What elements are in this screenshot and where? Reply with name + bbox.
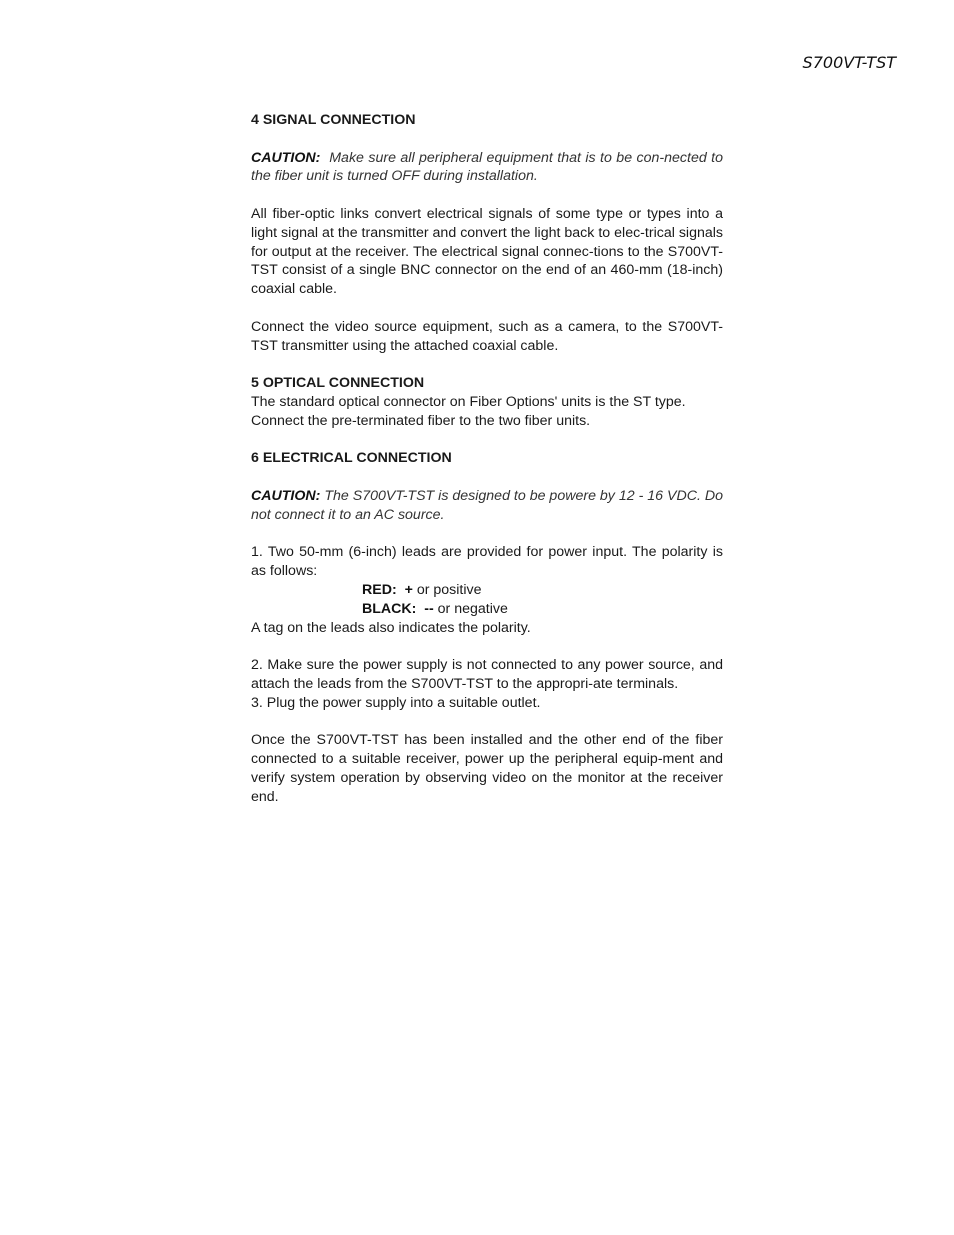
step-3: 3. Plug the power supply into a suitable outlet. <box>251 694 541 711</box>
page-content <box>251 111 723 806</box>
polarity-tag-note: A tag on the leads also indicates the polarity. <box>251 619 531 636</box>
caution-electrical <box>251 487 723 525</box>
polarity-black <box>251 600 723 619</box>
step-1: 1. Two 50-mm (6-inch) leads are provided for power input. The polarity is as follows: <box>251 544 723 580</box>
polarity-red-text: or positive <box>416 581 482 598</box>
section-title-electrical: 6 ELECTRICAL CONNECTION <box>251 450 452 467</box>
polarity-black-text: or negative <box>437 600 508 617</box>
optical-paragraph: The standard optical connector on Fiber Options' units is the ST type. Connect the pre-terminated fiber to the two fiber units. <box>251 393 686 429</box>
signal-paragraph-1: All fiber-optic links convert electrical signals of some type or types into a light signal at the transmitter and convert the light back to elec-trical signals for output at the receiver. The electrical signal connec-tions to the S700VT-TST consist of a single BNC connector on the end of an 460-mm (18-inch) coaxial cable. <box>251 205 723 298</box>
polarity-black-sign: -- <box>424 600 434 617</box>
signal-paragraph-2: Connect the video source equipment, such as a camera, to the S700VT-TST transmitter using the attached coaxial cable. <box>251 318 723 354</box>
polarity-red <box>251 581 723 600</box>
caution-label: CAUTION: <box>251 149 321 166</box>
caution-text: The S700VT-TST is designed to be powere by 12 - 16 VDC. Do not connect it to an AC source. <box>251 487 723 523</box>
closing-paragraph: Once the S700VT-TST has been installed and the other end of the fiber connected to a suitable receiver, power up the peripheral equip-ment and verify system operation by observing video on the monitor at the receiver end. <box>251 732 723 805</box>
step-2: 2. Make sure the power supply is not connected to any power source, and attach the leads from the S700VT-TST to the appropri-ate terminals. <box>251 657 723 692</box>
polarity-black-label: BLACK: <box>362 600 417 617</box>
caution-signal <box>251 149 723 187</box>
caution-text: Make sure all peripheral equipment that is to be con-nected to the fiber unit is turned OFF during installation. <box>251 149 723 185</box>
section-title-optical: 5 OPTICAL CONNECTION <box>251 375 425 392</box>
polarity-red-sign: + <box>404 581 413 598</box>
document-code: S700VT-TST <box>802 53 896 72</box>
polarity-red-label: RED: <box>362 581 397 598</box>
caution-label: CAUTION: <box>251 487 321 504</box>
section-title-signal: 4 SIGNAL CONNECTION <box>251 112 416 128</box>
